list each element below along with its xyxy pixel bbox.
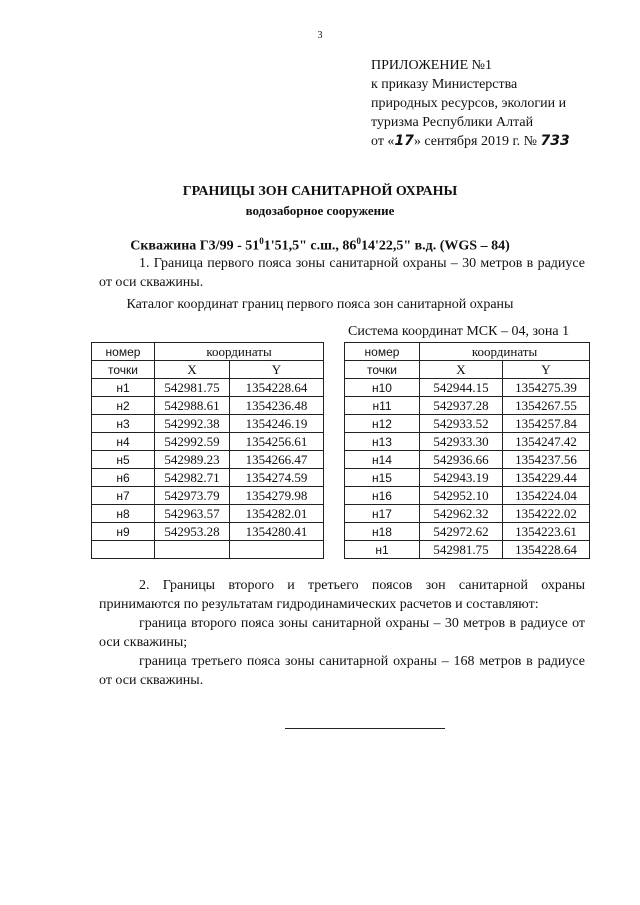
x-cell: 542953.28 (155, 523, 230, 541)
table-row (92, 451, 324, 469)
x-cell: 542952.10 (420, 487, 503, 505)
x-cell: 542937.28 (420, 397, 503, 415)
y-cell: 1354246.19 (230, 415, 324, 433)
paragraph-third-zone (99, 652, 585, 690)
point-cell: н11 (345, 397, 420, 415)
table-row (92, 505, 324, 523)
y-cell: 1354222.02 (503, 505, 590, 523)
y-cell: 1354267.55 (503, 397, 590, 415)
point-cell: н15 (345, 469, 420, 487)
table-row (92, 397, 324, 415)
point-cell (92, 541, 155, 559)
table-row (92, 469, 324, 487)
x-cell: 542963.57 (155, 505, 230, 523)
header-point-label: точки (345, 361, 420, 379)
table-row (345, 469, 590, 487)
y-cell: 1354256.61 (230, 433, 324, 451)
coordinate-system-label: Система координат МСК – 04, зона 1 (348, 324, 570, 339)
table-row (345, 541, 590, 559)
point-cell: н4 (92, 433, 155, 451)
y-cell: 1354228.64 (230, 379, 324, 397)
table-row (92, 415, 324, 433)
point-cell: н2 (92, 397, 155, 415)
paragraph-first-zone (99, 254, 585, 292)
table-row (345, 433, 590, 451)
paragraph-first-zone-text: 1. Граница первого пояса зоны санитарной охраны – 30 метров в радиусе от оси скважины. (99, 256, 585, 290)
point-cell: н6 (92, 469, 155, 487)
paragraph-second-zone-text: граница второго пояса зоны санитарной охраны – 30 метров в радиусе от оси скважины; (99, 616, 585, 650)
y-cell: 1354279.98 (230, 487, 324, 505)
catalog-caption: Каталог координат границ первого пояса зон санитарной охраны (126, 297, 514, 312)
x-cell: 542962.32 (420, 505, 503, 523)
header-point-number: номер (92, 343, 155, 361)
appendix-region-line: туризма Республики Алтай (371, 115, 534, 130)
table-row (92, 379, 324, 397)
y-cell: 1354266.47 (230, 451, 324, 469)
header-point-number: номер (345, 343, 420, 361)
header-coordinates: координаты (420, 343, 590, 361)
coordinates-table-right (344, 342, 590, 559)
x-cell (155, 541, 230, 559)
well-latitude: 1'51,5" с.ш., 86 (263, 238, 357, 254)
table-row (345, 451, 590, 469)
table-header-row (92, 361, 324, 379)
x-cell: 542992.38 (155, 415, 230, 433)
y-cell: 1354224.04 (503, 487, 590, 505)
x-cell: 542988.61 (155, 397, 230, 415)
degree-sign-lat: 0 (259, 236, 264, 246)
header-point-label: точки (92, 361, 155, 379)
table-row (345, 415, 590, 433)
well-longitude: 14'22,5" в.д. (WGS – 84) (360, 238, 510, 254)
page-number: 3 (317, 30, 323, 41)
x-cell: 542982.71 (155, 469, 230, 487)
x-cell: 542972.62 (420, 523, 503, 541)
table-row (92, 523, 324, 541)
x-cell: 542933.52 (420, 415, 503, 433)
table-header-row (345, 343, 590, 361)
y-cell: 1354236.48 (230, 397, 324, 415)
header-coordinates: координаты (155, 343, 324, 361)
appendix-ministry-line: природных ресурсов, экологии и (371, 96, 567, 111)
point-cell: н5 (92, 451, 155, 469)
table-row (345, 505, 590, 523)
table-row (92, 433, 324, 451)
signature-line (285, 728, 445, 729)
table-row (92, 541, 324, 559)
point-cell: н1 (345, 541, 420, 559)
point-cell: н12 (345, 415, 420, 433)
table-header-row (92, 343, 324, 361)
x-cell: 542992.59 (155, 433, 230, 451)
appendix-block (371, 56, 621, 151)
header-x: X (420, 361, 503, 379)
table-row (345, 379, 590, 397)
degree-sign-lon: 0 (356, 236, 361, 246)
paragraph-second-third-zones-text: 2. Границы второго и третьего поясов зон санитарной охраны принимаются по результатам гидродинамических расчетов и составляют: (99, 578, 585, 612)
appendix-date-line (371, 132, 621, 151)
point-cell: н7 (92, 487, 155, 505)
point-cell: н3 (92, 415, 155, 433)
handwritten-order-number: 733 (540, 133, 570, 149)
y-cell: 1354229.44 (503, 469, 590, 487)
x-cell: 542989.23 (155, 451, 230, 469)
x-cell: 542981.75 (155, 379, 230, 397)
header-x: X (155, 361, 230, 379)
y-cell: 1354280.41 (230, 523, 324, 541)
x-cell: 542973.79 (155, 487, 230, 505)
table-row (345, 487, 590, 505)
x-cell: 542943.19 (420, 469, 503, 487)
x-cell: 542981.75 (420, 541, 503, 559)
point-cell: н14 (345, 451, 420, 469)
point-cell: н1 (92, 379, 155, 397)
x-cell: 542933.30 (420, 433, 503, 451)
point-cell: н8 (92, 505, 155, 523)
well-name: Скважина Г3/99 - 51 (130, 238, 260, 254)
point-cell: н9 (92, 523, 155, 541)
y-cell: 1354247.42 (503, 433, 590, 451)
coordinates-table-left (91, 342, 324, 559)
point-cell: н13 (345, 433, 420, 451)
header-y: Y (230, 361, 324, 379)
point-cell: н17 (345, 505, 420, 523)
table-row (92, 487, 324, 505)
y-cell: 1354282.01 (230, 505, 324, 523)
y-cell: 1354274.59 (230, 469, 324, 487)
paragraph-second-third-zones (99, 576, 585, 614)
y-cell: 1354223.61 (503, 523, 590, 541)
x-cell: 542936.66 (420, 451, 503, 469)
table-row (345, 397, 590, 415)
x-cell: 542944.15 (420, 379, 503, 397)
point-cell: н16 (345, 487, 420, 505)
y-cell: 1354228.64 (503, 541, 590, 559)
appendix-title: ПРИЛОЖЕНИЕ №1 (371, 58, 492, 73)
y-cell: 1354257.84 (503, 415, 590, 433)
paragraph-second-zone (99, 614, 585, 652)
handwritten-day: 17 (394, 133, 414, 149)
y-cell: 1354237.56 (503, 451, 590, 469)
y-cell (230, 541, 324, 559)
header-y: Y (503, 361, 590, 379)
table-row (345, 523, 590, 541)
table-header-row (345, 361, 590, 379)
document-subtitle: водозаборное сооружение (245, 203, 395, 218)
point-cell: н18 (345, 523, 420, 541)
document-title: ГРАНИЦЫ ЗОН САНИТАРНОЙ ОХРАНЫ (182, 184, 458, 199)
date-middle: » сентября 2019 г. № (413, 134, 541, 149)
point-cell: н10 (345, 379, 420, 397)
y-cell: 1354275.39 (503, 379, 590, 397)
date-prefix: от « (371, 134, 395, 149)
appendix-order-line: к приказу Министерства (371, 77, 518, 92)
paragraph-third-zone-text: граница третьего пояса зоны санитарной охраны – 168 метров в радиусе от оси скважины. (99, 654, 585, 688)
well-heading (0, 236, 640, 255)
